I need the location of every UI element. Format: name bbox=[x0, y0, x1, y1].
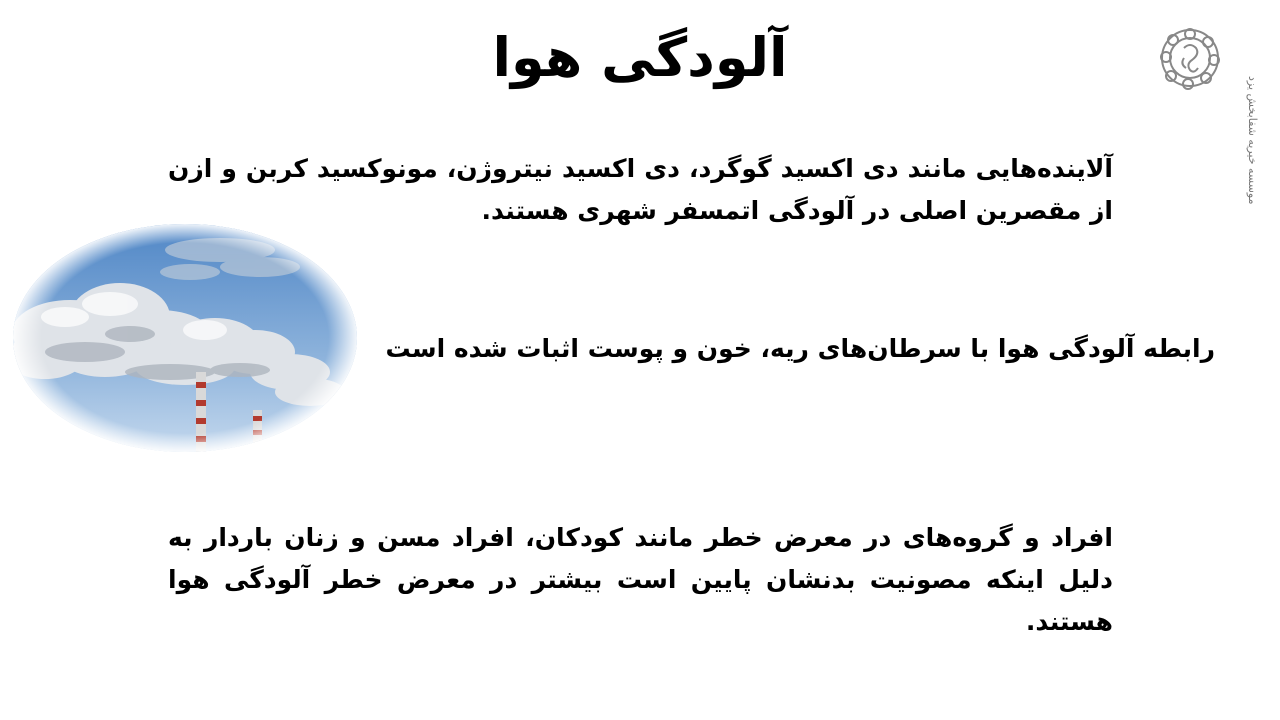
pollution-photo bbox=[10, 222, 360, 454]
paragraph-risk-groups: افراد و گروه‌های در معرض خطر مانند کودکان، افراد مسن و زنان باردار به دلیل اینکه مصونیت بدنشان پایین است بیشتر در معرض خطر آلودگی هوا هستند. bbox=[168, 523, 1113, 636]
paragraph-pollutants: آلاینده‌هایی مانند دی اکسید گوگرد، دی اکسید نیتروژن، مونوکسید کربن و ازن از مقصرین اصلی در آلودگی اتمسفر شهری هستند. bbox=[168, 154, 1113, 225]
slide-title: آلودگی هوا bbox=[492, 26, 788, 89]
paragraph-cancer-link: رابطه آلودگی هوا با سرطان‌های ریه، خون و پوست اثبات شده است bbox=[385, 334, 1215, 363]
charity-logo-icon bbox=[1158, 24, 1222, 94]
organization-name: موسسه خیریه شفابخش یزد bbox=[1246, 75, 1259, 204]
